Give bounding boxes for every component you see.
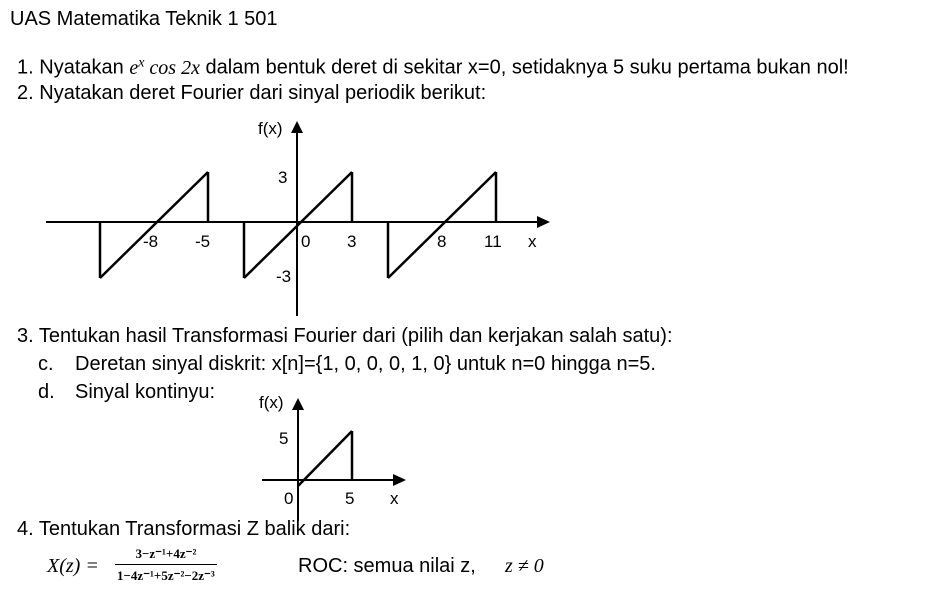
ramp-x-label: x: [390, 489, 399, 508]
question-1-number: 1.: [17, 56, 34, 79]
roc-condition: z ≠ 0: [505, 555, 544, 577]
z-transform-numerator: 3−z⁻¹+4z⁻²: [115, 546, 217, 565]
sawtooth-y-arrow: [291, 121, 303, 133]
ramp-y-label: f(x): [259, 393, 284, 412]
sawtooth-x-label: x: [528, 232, 537, 251]
sawtooth-y-min-label: -3: [276, 267, 292, 286]
sawtooth-x-arrow: [537, 216, 550, 228]
question-2-text: Nyatakan deret Fourier dari sinyal periodik berikut:: [39, 82, 487, 104]
ramp-x-tick-label: 5: [345, 489, 355, 508]
sawtooth-tick-label: 0: [301, 232, 311, 251]
question-4-text: Tentukan Transformasi Z balik dari:: [38, 518, 351, 540]
ramp-signal: [298, 431, 352, 486]
question-4: [17, 518, 350, 541]
question-3-number: 3.: [17, 325, 34, 347]
z-transform-lhs: X(z) =: [47, 555, 99, 577]
sawtooth-period-1: [100, 172, 211, 278]
sawtooth-tick-label: 8: [437, 232, 447, 251]
question-4-number: 4.: [17, 518, 34, 540]
ramp-x-arrow: [393, 474, 406, 486]
question-1-text-a: Nyatakan: [39, 56, 124, 79]
sawtooth-tick-label: -5: [195, 232, 211, 251]
sawtooth-y-label: f(x): [258, 119, 283, 138]
sawtooth-tick-label: 11: [484, 232, 502, 251]
question-3c-label: c.: [38, 353, 54, 375]
sawtooth-period-3: [388, 172, 496, 278]
sawtooth-y-max-label: 3: [278, 168, 288, 187]
question-3: [17, 325, 673, 348]
z-transform-denominator: 1−4z⁻¹+5z⁻²−2z⁻³: [117, 568, 215, 583]
question-2-number: 2.: [17, 82, 34, 104]
question-3c-text: Deretan sinyal diskrit: x[n]={1, 0, 0, 0, 1, 0} untuk n=0 hingga n=5.: [75, 353, 656, 375]
question-3d-text: Sinyal kontinyu:: [75, 381, 216, 403]
ramp-y-tick-label: 5: [279, 429, 289, 448]
ramp-y-arrow: [292, 398, 304, 410]
sawtooth-tick-label: -8: [143, 232, 159, 251]
ramp-origin-label: 0: [284, 489, 294, 508]
question-3-text: Tentukan hasil Transformasi Fourier dari (pilih dan kerjakan salah satu):: [38, 325, 673, 347]
roc-text: ROC: semua nilai z,: [298, 555, 476, 577]
question-1-expression: $e^x$ cos 2x: [129, 55, 200, 79]
sawtooth-tick-label: 3: [347, 232, 357, 251]
question-3d-label: d.: [38, 381, 55, 403]
z-transform-fraction: [115, 546, 217, 584]
page-title: UAS Matematika Teknik 1 501: [10, 8, 278, 30]
question-1-text-b: dalam bentuk deret di sekitar x=0, setidaknya 5 suku pertama bukan nol!: [205, 56, 849, 79]
